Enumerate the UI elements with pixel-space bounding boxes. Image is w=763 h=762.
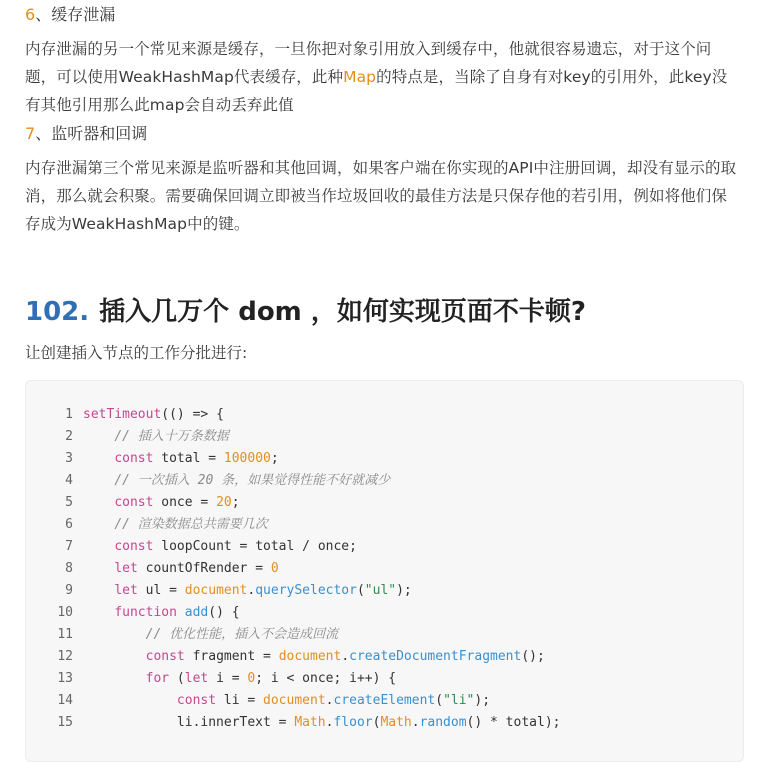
code-token	[83, 561, 114, 576]
code-token	[83, 429, 114, 444]
code-line	[26, 514, 743, 536]
code-token	[83, 473, 114, 488]
code-token	[83, 517, 114, 532]
code-token: once =	[153, 495, 217, 510]
code-token	[83, 451, 114, 466]
section-6-text-b: 的特点是，当除了自身有对key的引用外，此key没有其他引用那么此map会自动丢弃此值	[25, 68, 728, 114]
code-token: document	[184, 583, 248, 598]
section-6-text-a: 内存泄漏的另一个常见来源是缓存，一旦你把对象引用放入到缓存中，他就很容易遗忘，对于这个问题，可以使用WeakHashMap代表缓存，此种	[25, 40, 712, 86]
code-token: "li"	[443, 693, 475, 708]
line-number: 2	[65, 429, 73, 444]
code-line	[26, 668, 743, 690]
code-token: document	[263, 693, 326, 708]
code-token: ();	[521, 649, 545, 664]
code-line	[26, 602, 743, 624]
line-number: 14	[57, 693, 73, 708]
code-token: Math	[294, 715, 326, 730]
code-token: const	[176, 693, 217, 708]
line-number: 6	[65, 517, 73, 532]
code-token: querySelector	[255, 583, 357, 598]
code-line	[26, 624, 743, 646]
code-token: 0	[270, 561, 279, 576]
section-7-label: 、监听器和回调	[35, 124, 148, 143]
code-line	[26, 448, 743, 470]
code-token: );	[474, 693, 491, 708]
code-token: .	[341, 649, 350, 664]
question-number: 102.	[25, 297, 90, 327]
question-title: 插入几万个 dom ，如何实现页面不卡顿?	[99, 297, 586, 327]
code-line	[26, 690, 743, 712]
code-line	[26, 536, 743, 558]
code-token: ;	[270, 451, 279, 466]
code-token: loopCount = total / once;	[153, 539, 357, 554]
code-token	[83, 495, 114, 510]
code-token: random	[419, 715, 467, 730]
line-number: 12	[57, 649, 73, 664]
code-token: "ul"	[364, 583, 397, 598]
code-token: const	[145, 649, 185, 664]
code-token: 20	[216, 495, 232, 510]
code-token	[83, 605, 114, 620]
line-number: 10	[57, 605, 73, 620]
code-token	[83, 649, 146, 664]
code-token: createDocumentFragment	[349, 649, 522, 664]
code-token: ; i < once; i++) {	[255, 671, 397, 686]
section-6-map-highlight: Map	[343, 68, 377, 86]
code-text	[83, 712, 560, 734]
code-line	[26, 646, 743, 668]
code-line	[26, 492, 743, 514]
code-token: function	[114, 605, 177, 620]
code-token: (	[169, 671, 185, 686]
line-number: 7	[65, 539, 73, 554]
line-number: 3	[65, 451, 73, 466]
code-text	[83, 448, 279, 470]
line-number: 15	[57, 715, 73, 730]
code-token: (	[356, 583, 365, 598]
code-token: li =	[216, 693, 264, 708]
intro-text: 让创建插入节点的工作分批进行:	[25, 344, 248, 362]
code-text	[83, 514, 268, 536]
code-token: countOfRender =	[137, 561, 271, 576]
code-line	[26, 558, 743, 580]
code-token: createElement	[333, 693, 436, 708]
code-text	[83, 404, 224, 426]
question-heading	[25, 292, 586, 332]
line-number: 8	[65, 561, 73, 576]
code-token: ul =	[137, 583, 185, 598]
code-token: .	[325, 693, 334, 708]
code-line	[26, 426, 743, 448]
section-6-label: 、缓存泄漏	[35, 5, 116, 24]
code-token: (	[372, 715, 381, 730]
code-text	[83, 558, 279, 580]
code-token: // 一次插入 20 条，如果觉得性能不好就减少	[114, 473, 391, 488]
code-text	[83, 668, 396, 690]
code-text	[83, 646, 545, 668]
code-token: () * total);	[466, 715, 561, 730]
code-text	[83, 580, 412, 602]
code-token: fragment =	[184, 649, 279, 664]
line-number: 11	[57, 627, 73, 642]
code-token: );	[396, 583, 412, 598]
code-text	[83, 624, 338, 646]
section-7-title	[25, 121, 147, 147]
code-token: let	[114, 561, 138, 576]
line-number: 5	[65, 495, 73, 510]
section-7-paragraph: 内存泄漏第三个常见来源是监听器和其他回调，如果客户端在你实现的API中注册回调，却没有显示的取消，那么就会积聚。需要确保回调立即被当作垃圾回收的最佳方法是只保存他的若引用，例如将他们保存成为WeakHashMap中的键。	[25, 159, 737, 233]
code-token	[83, 627, 146, 642]
line-number: 1	[65, 407, 73, 422]
code-token: 0	[247, 671, 256, 686]
code-text	[83, 426, 229, 448]
code-line	[26, 404, 743, 426]
code-token: Math	[380, 715, 412, 730]
code-token: .	[325, 715, 334, 730]
code-token	[83, 583, 114, 598]
code-token: 100000	[223, 451, 271, 466]
code-token	[83, 539, 114, 554]
section-6-number: 6	[25, 5, 36, 24]
line-number: 4	[65, 473, 73, 488]
code-token: // 渲染数据总共需要几次	[114, 517, 268, 532]
code-text	[83, 602, 240, 624]
code-text	[83, 690, 490, 712]
code-token: setTimeout	[83, 407, 162, 422]
section-6-paragraph	[25, 35, 740, 119]
code-token: ;	[231, 495, 240, 510]
code-token: (() => {	[161, 407, 224, 422]
line-number: 9	[65, 583, 73, 598]
code-block	[25, 380, 744, 762]
code-token: .	[247, 583, 256, 598]
code-token: for	[145, 671, 170, 686]
code-token: // 插入十万条数据	[114, 429, 229, 444]
code-text	[83, 536, 357, 558]
code-token: i =	[208, 671, 248, 686]
code-lines	[26, 404, 743, 734]
code-line	[26, 712, 743, 734]
code-token: li.innerText =	[83, 715, 295, 730]
code-token: document	[278, 649, 342, 664]
section-7-number: 7	[25, 124, 36, 143]
code-token: // 优化性能，插入不会造成回流	[145, 627, 339, 642]
code-token: .	[411, 715, 420, 730]
code-text	[83, 492, 240, 514]
code-token: (	[435, 693, 444, 708]
code-token: let	[114, 583, 138, 598]
code-text	[83, 470, 390, 492]
code-line	[26, 470, 743, 492]
code-line	[26, 580, 743, 602]
code-token	[83, 671, 146, 686]
code-token	[83, 693, 177, 708]
code-token: () {	[208, 605, 240, 620]
code-token: total =	[153, 451, 224, 466]
code-token: const	[114, 495, 154, 510]
line-number: 13	[57, 671, 73, 686]
code-token: const	[114, 451, 154, 466]
section-6-title	[25, 2, 115, 28]
code-token: floor	[333, 715, 373, 730]
code-token: let	[184, 671, 209, 686]
code-token: const	[114, 539, 154, 554]
code-token	[177, 605, 185, 620]
code-token: add	[184, 605, 209, 620]
